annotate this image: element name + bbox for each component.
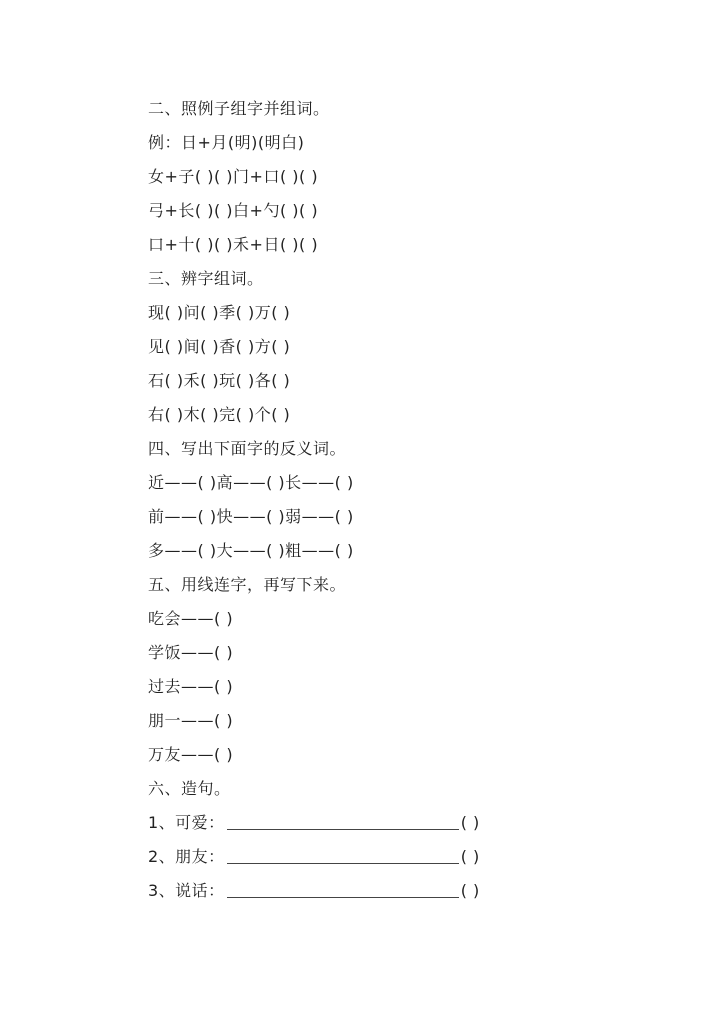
section-3-row: 右( )木( )完( )个( ) [148,405,291,424]
section-4-row: 前——( )快——( )弱——( ) [148,507,354,526]
section-5-row: 万友——( ) [148,745,234,764]
sentence-label: 1、可爱： [148,813,225,832]
section-2-row: 口+十( )( )禾+日( )( ) [148,235,319,254]
section-3-row: 石( )禾( )玩( )各( ) [148,371,291,390]
sentence-label: 2、朋友： [148,847,225,866]
section-3-row: 现( )问( )季( )万( ) [148,303,291,322]
sentence-item [148,806,668,840]
section-4-row: 近——( )高——( )长——( ) [148,473,354,492]
section-2-row: 女+子( )( )门+口( )( ) [148,167,319,186]
section-5-row: 学饭——( ) [148,643,234,662]
sentence-score-parens: ( ) [460,881,480,900]
sentence-score-parens: ( ) [460,847,480,866]
worksheet-page [148,92,668,908]
section-4-row: 多——( )大——( )粗——( ) [148,541,354,560]
sentence-blank [227,807,459,830]
section-5-heading: 五、用线连字，再写下来。 [148,575,347,594]
section-5-row: 朋一——( ) [148,711,234,730]
section-5-row: 吃会——( ) [148,609,234,628]
section-3-row: 见( )间( )香( )方( ) [148,337,291,356]
section-5-row: 过去——( ) [148,677,234,696]
section-2-example: 例：日+月(明)(明白) [148,133,305,152]
section-2-row: 弓+长( )( )白+勺( )( ) [148,201,319,220]
sentence-item [148,840,668,874]
sentence-label: 3、说话： [148,881,225,900]
section-4-heading: 四、写出下面字的反义词。 [148,439,347,458]
sentence-score-parens: ( ) [460,813,480,832]
sentence-blank [227,875,459,898]
section-2-heading: 二、照例子组字并组词。 [148,99,330,118]
section-6-heading: 六、造句。 [148,779,231,798]
sentence-item [148,874,668,908]
sentence-blank [227,841,459,864]
section-3-heading: 三、辨字组词。 [148,269,264,288]
